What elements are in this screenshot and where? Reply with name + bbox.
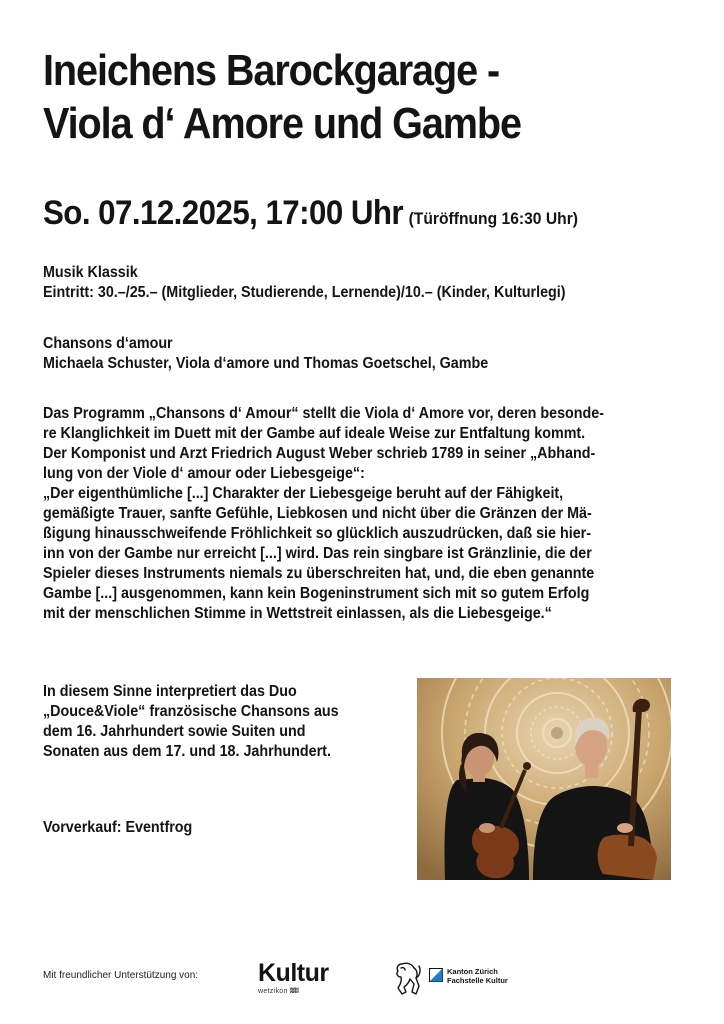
duo-line: dem 16. Jahrhundert sowie Suiten und [43,723,306,740]
description-line: Der Komponist und Arzt Friedrich August Weber schrieb 1789 in seiner „Abhand- [43,445,596,462]
description-block [43,404,604,624]
duo-line: Sonaten aus dem 17. und 18. Jahrhundert. [43,743,331,760]
category-label: Musik Klassik [43,264,138,281]
duo-block [43,682,339,762]
program-block [43,334,488,374]
description-line: mit der menschlichen Stimme in Wettstreit einlassen, als die Liebesgeige.“ [43,605,552,622]
description-line: Spieler dieses Instruments niemals zu überschreiten hat, und, die eben genannte [43,565,595,582]
kultur-wetzikon-logo: Kultur [258,959,329,987]
description-line: „Der eigenthümliche [...] Charakter der Liebesgeige beruht auf der Fähigkeit, [43,485,564,502]
event-date-main: So. 07.12.2025, 17:00 Uhr [43,194,404,232]
description-line: Gambe [...] ausgenommen, kann kein Bogeninstrument sich mit so gutem Erfolg [43,585,590,602]
event-title-line-2: Viola d‘ Amore und Gambe [43,99,521,148]
kanton-zurich-line-2: Fachstelle Kultur [447,976,508,985]
duo-line: „Douce&Viole“ französische Chansons aus [43,703,339,720]
description-line: gemäßigte Trauer, sanfte Gefühle, Liebkosen und nicht über die Gränzen der Mä- [43,505,592,522]
kanton-zurich-flag-icon [429,968,443,982]
description-line: inn von der Gambe nur erreicht [...] wird. Das rein singbare ist Gränzlinie, die der [43,545,592,562]
performers: Michaela Schuster, Viola d‘amore und Thomas Goetschel, Gambe [43,355,489,372]
zurich-lion-icon [392,958,424,998]
kanton-zurich-text [447,967,508,985]
program-title: Chansons d‘amour [43,335,173,352]
event-title-line-1: Ineichens Barockgarage - [43,46,500,95]
category-admission-block [43,263,566,303]
doors-open-time: (Türöffnung 16:30 Uhr) [408,209,578,228]
event-title [43,44,637,150]
kultur-wetzikon-subtitle [258,988,298,995]
presale-info [43,818,192,838]
kanton-zurich-line-1: Kanton Zürich [447,967,498,976]
description-line: ßigung hinausschweifende Fröhlichkeit so glücklich auszudrücken, daß sie hier- [43,525,591,542]
musicians-photo [417,678,671,880]
presale-text: Vorverkauf: Eventfrog [43,819,193,836]
duo-line: In diesem Sinne interpretiert das Duo [43,683,297,700]
musicians-photo-illustration [417,678,671,880]
description-line: lung von der Viole d‘ amour oder Liebesgeige“: [43,465,365,482]
event-date [43,193,578,239]
support-credit: Mit freundlicher Unterstützung von: [43,970,199,981]
wetzikon-wave-icon: ʬʬʬ [289,988,298,995]
description-line: Das Programm „Chansons d‘ Amour“ stellt die Viola d‘ Amore vor, deren besonde- [43,405,604,422]
description-line: re Klanglichkeit im Duett mit der Gambe auf ideale Weise zur Entfaltung kommt. [43,425,586,442]
admission-prices: Eintritt: 30.–/25.– (Mitglieder, Studierende, Lernende)/10.– (Kinder, Kulturlegi) [43,284,566,301]
kultur-wetzikon-city: wetzikon [258,988,288,995]
